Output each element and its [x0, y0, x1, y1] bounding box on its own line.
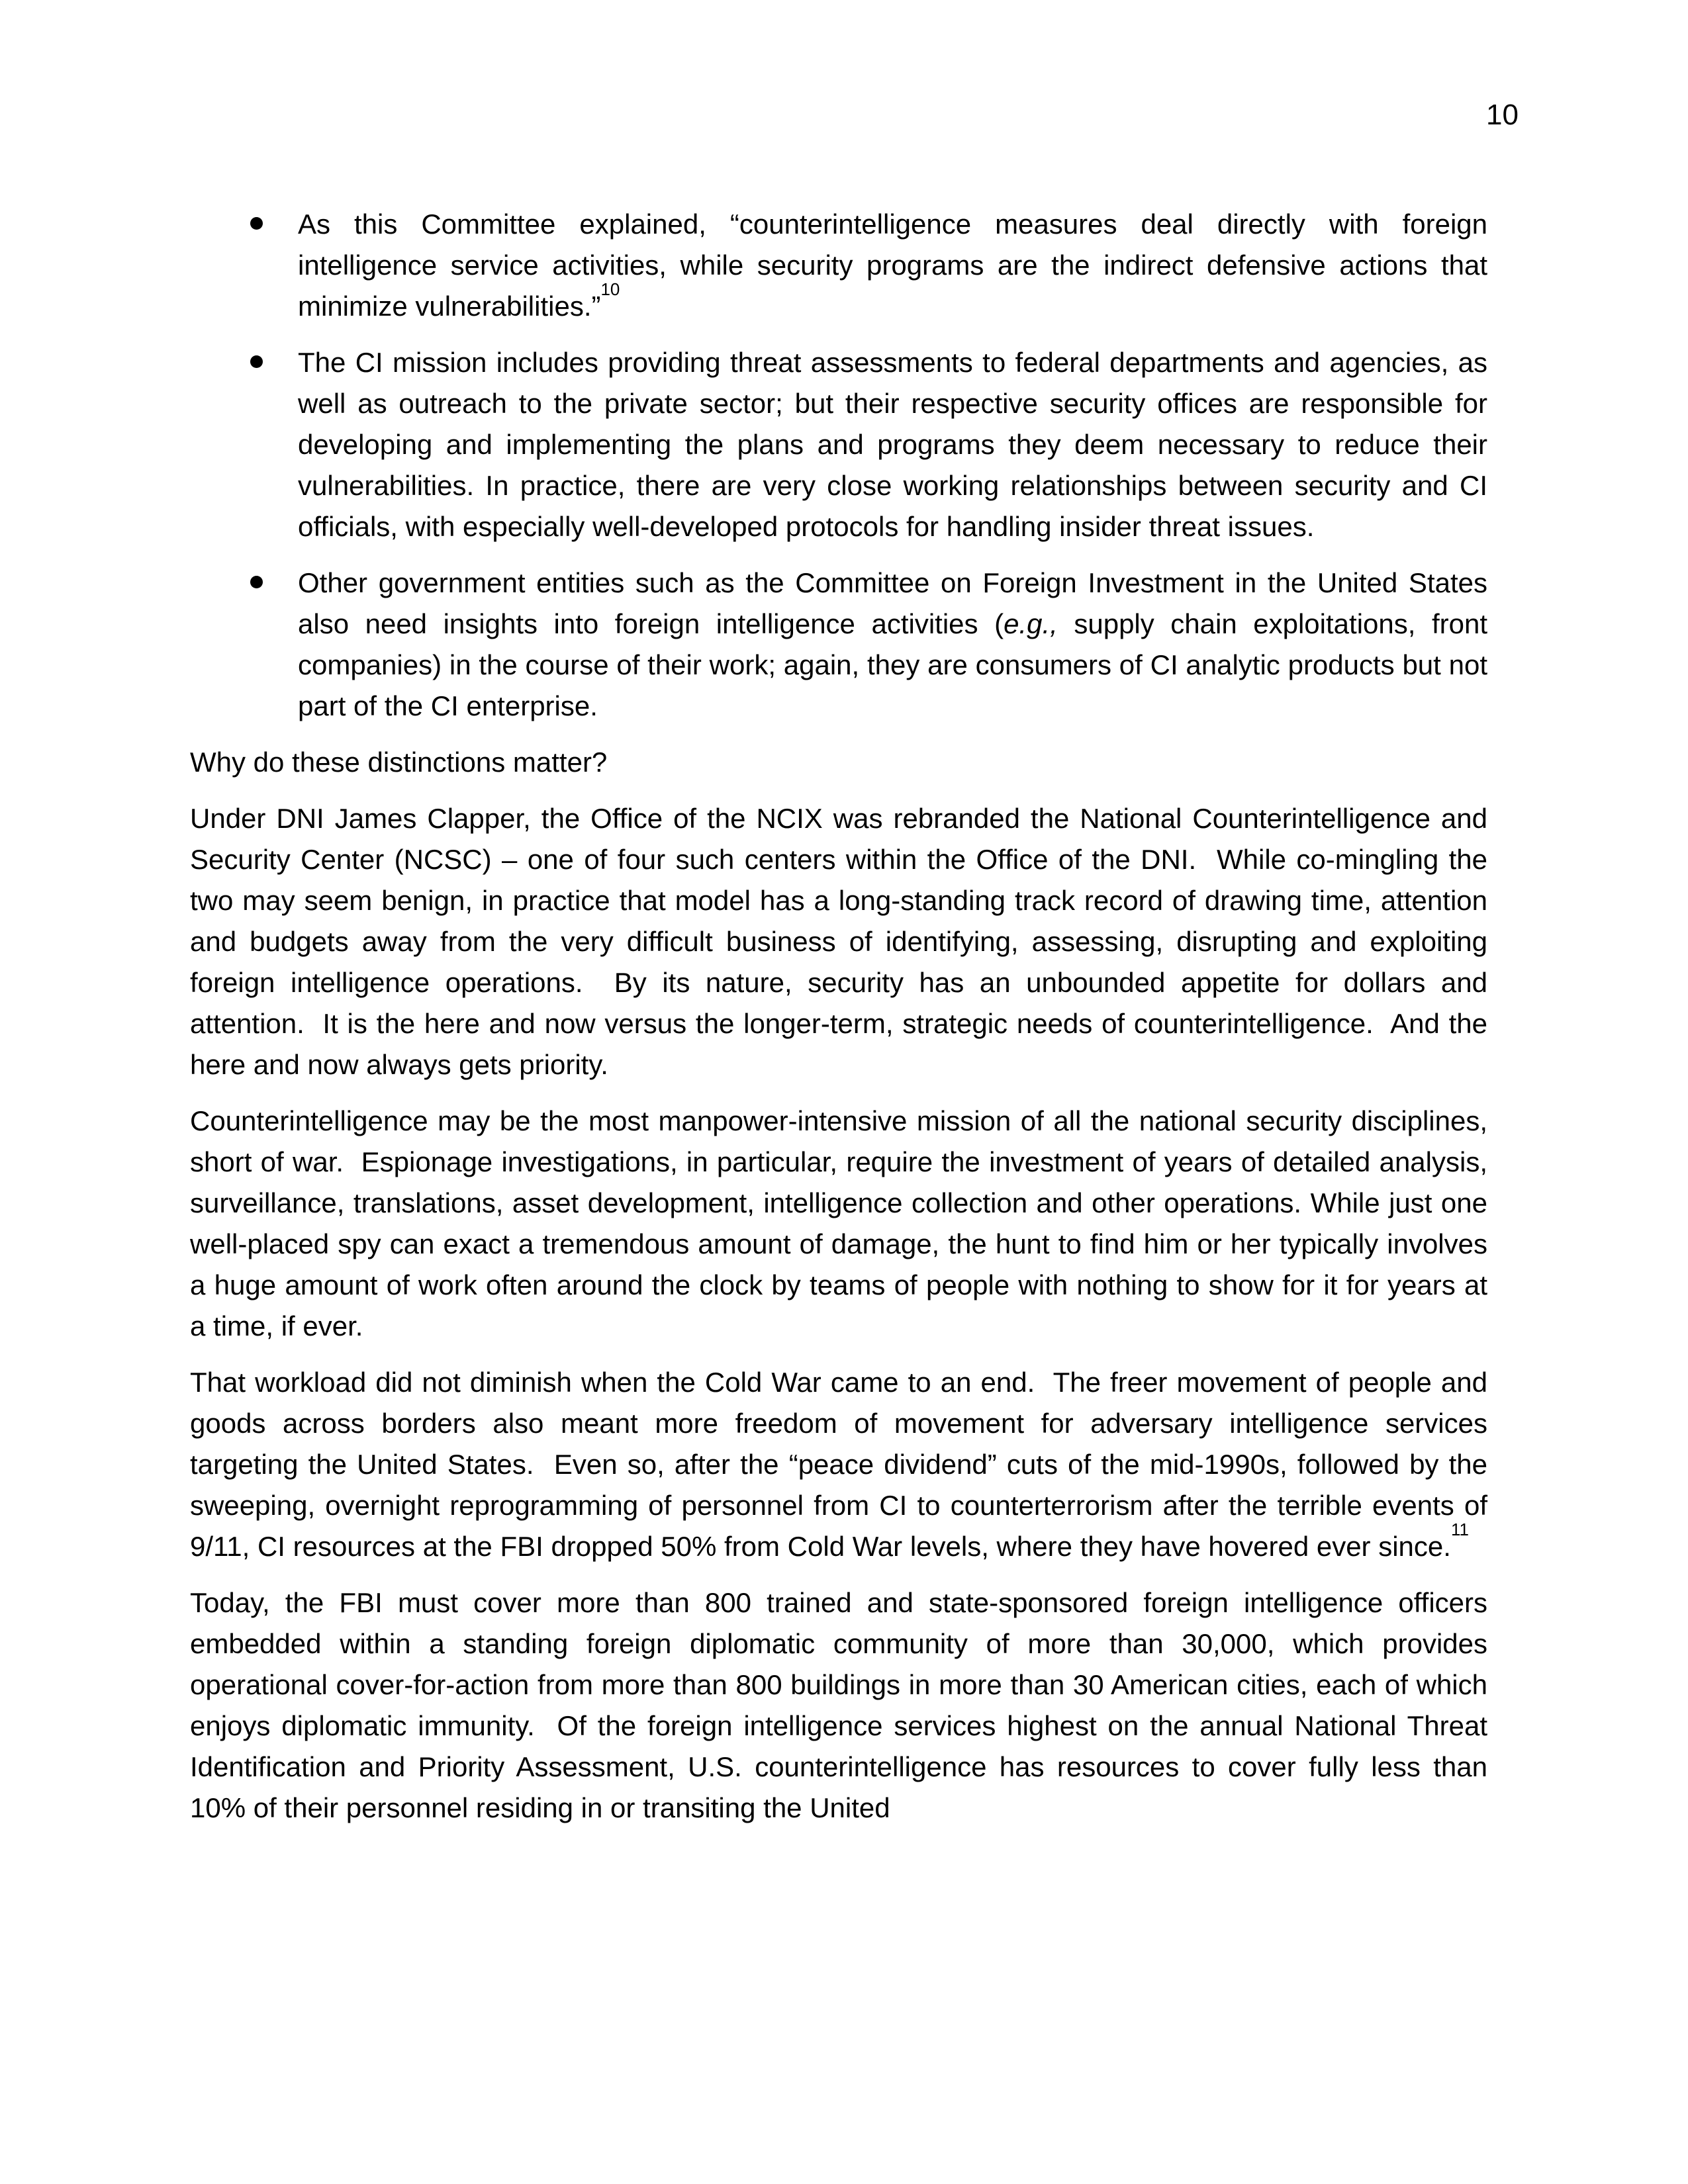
question-heading: Why do these distinctions matter? — [190, 747, 608, 778]
bullet-1-text: As this Committee explained, “counterintelligence measures deal directly with foreign intelligence service activities, while security programs are the indirect defensive actions that minimize vulnerabilities.” — [298, 208, 1487, 322]
bullet-item-ci-mission — [190, 342, 1487, 547]
bullet-item-counterintelligence-measures — [190, 204, 1487, 327]
bullet-dot-icon — [250, 217, 263, 230]
paragraph-fbi-coverage — [190, 1582, 1487, 1829]
bullet-2-text: The CI mission includes providing threat assessments to federal departments and agencies, as well as outreach to the private sector; but their respective security offices are responsible for developing and implementing the plans and programs they deem necessary to reduce their vulnerabilities. In practice, there are very close working relationships between security and CI officials, with especially well-developed protocols for handling insider threat issues. — [298, 347, 1487, 542]
bullet-dot-icon — [250, 576, 263, 588]
paragraph-ncsc-rebranding-text: Under DNI James Clapper, the Office of the NCIX was rebranded the National Counterintelligence and Security Center (NCSC) – one of four such centers within the Office of the DNI. While co-mingling the two may seem benign, in practice that model has a long-standing track record of drawing time, attention and budgets away from the very difficult business of identifying, assessing, disrupting and exploiting foreign intelligence operations. By its nature, security has an unbounded appetite for dollars and attention. It is the here and now versus the longer-term, strategic needs of counterintelligence. And the here and now always gets priority. — [190, 803, 1487, 1080]
paragraph-ncsc-rebranding — [190, 798, 1487, 1085]
paragraph-fbi-coverage-text: Today, the FBI must cover more than 800 trained and state-sponsored foreign intelligence officers embedded within a standing foreign diplomatic community of more than 30,000, which provides operational cover-for-action from more than 800 buildings in more than 30 American cities, each of which enjoys diplomatic immunity. Of the foreign intelligence services highest on the annual National Threat Identification and Priority Assessment, U.S. counterintelligence has resources to cover fully less than 10% of their personnel residing in or transiting the United — [190, 1587, 1487, 1823]
paragraph-cold-war-workload-text: That workload did not diminish when the Cold War came to an end. The freer movement of people and goods across borders also meant more freedom of movement for adversary intelligence services targeting the United States. Even so, after the “peace dividend” cuts of the mid-1990s, followed by the sweeping, overnight reprogramming of personnel from CI to counterterrorism after the terrible events of 9/11, CI resources at the FBI dropped 50% from Cold War levels, where they have hovered ever since. — [190, 1367, 1487, 1562]
bullet-3-text-before-italic: Other government entities such as the Committee on Foreign Investment in the United States also need insights into foreign intelligence activities ( — [298, 567, 1487, 639]
paragraph-cold-war-workload — [190, 1362, 1487, 1567]
footnote-ref-10: 10 — [600, 279, 620, 299]
bullet-item-other-entities — [190, 563, 1487, 727]
footnote-ref-11: 11 — [1450, 1520, 1469, 1539]
paragraph-manpower-intensive-text: Counterintelligence may be the most manpower-intensive mission of all the national security disciplines, short of war. Espionage investigations, in particular, require the investment of years of detailed analysis, surveillance, translations, asset development, intelligence collection and other operations. While just one well-placed spy can exact a tremendous amount of damage, the hunt to find him or her typically involves a huge amount of work often around the clock by teams of people with nothing to show for it for years at a time, if ever. — [190, 1105, 1487, 1342]
bullet-3-italic-eg: e.g., — [1004, 608, 1058, 639]
document-body — [190, 204, 1487, 1844]
bullet-dot-icon — [250, 355, 263, 368]
paragraph-manpower-intensive — [190, 1101, 1487, 1347]
bullet-3-text-after-italic: supply chain exploitations, front companies) in the course of their work; again, they are consumers of CI analytic products but not part of the CI enterprise. — [298, 608, 1487, 721]
page-number: 10 — [1486, 99, 1519, 131]
